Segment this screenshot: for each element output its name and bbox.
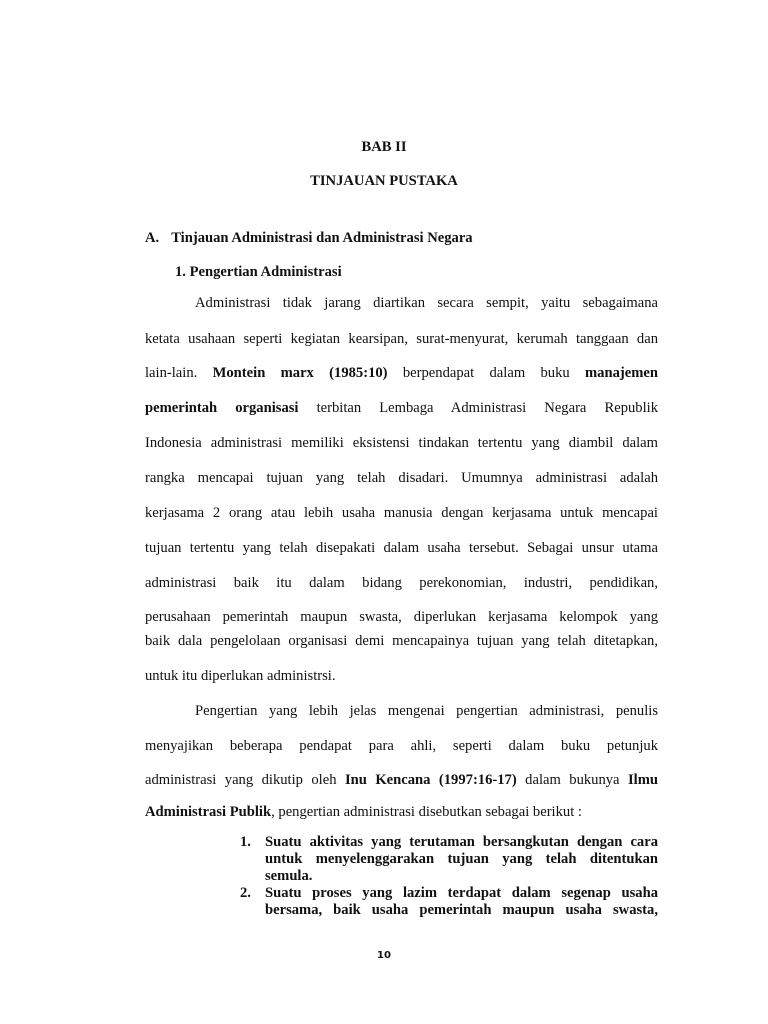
chapter-heading: BAB II [361,139,407,155]
list-number: 2. [240,885,251,901]
text: dalam bukunya [525,772,620,788]
text: berpendapat dalam buku [402,365,570,381]
book-title: Administrasi Publik [145,804,272,820]
text: administrasi yang dikutip oleh [145,772,337,788]
paragraph-line: perusahaan pemerintah maupun swasta, diperlukan kerjasama kelompok yang [145,609,658,625]
book-title: pemerintah organisasi [145,400,299,416]
paragraph-line: Pengertian yang lebih jelas mengenai pengertian administrasi, penulis [195,703,658,719]
paragraph-line [145,771,658,789]
paragraph-line: Administrasi tidak jarang diartikan secara sempit, yaitu sebagaimana [195,295,658,311]
paragraph-line: ketata usahaan seperti kegiatan kearsipan, surat-menyurat, kerumah tanggaan dan [145,331,658,347]
list-item: Suatu aktivitas yang terutaman bersangkutan dengan cara untuk menyelenggarakan tujuan yang telah ditentukan semula. [265,834,658,884]
paragraph-line [145,803,658,821]
page-number: 10 [377,950,391,961]
section-label: A. [145,230,160,246]
paragraph-line: menyajikan beberapa pendapat para ahli, seperti dalam buku petunjuk [145,738,658,754]
list-number: 1. [240,834,251,850]
paragraph-line: administrasi baik itu dalam bidang perekonomian, industri, pendidikan, [145,575,658,591]
paragraph-line: untuk itu diperlukan administrsi. [145,668,336,684]
subsection-label: 1. [175,264,186,280]
citation: Montein marx (1985:10) [212,365,388,381]
paragraph-line [145,399,658,417]
list-item: Suatu proses yang lazim terdapat dalam segenap usaha bersama, baik usaha pemerintah maupun usaha swasta, [265,885,658,918]
book-title: Ilmu [627,772,658,788]
paragraph-line: rangka mencapai tujuan yang telah disadari. Umumnya administrasi adalah [145,470,658,486]
book-title: manajemen [585,365,658,381]
paragraph-line: Indonesia administrasi memiliki eksistensi tindakan tertentu yang diambil dalam [145,435,658,451]
paragraph-line [145,364,658,382]
paragraph-line: tujuan tertentu yang telah disepakati dalam usaha tersebut. Sebagai unsur utama [145,540,658,556]
paragraph-line: baik dala pengelolaan organisasi demi mencapainya tujuan yang telah ditetapkan, [145,633,658,649]
section-heading [145,229,658,247]
section-title: Tinjauan Administrasi dan Administrasi Negara [171,230,473,246]
paragraph-line: kerjasama 2 orang atau lebih usaha manusia dengan kerjasama untuk mencapai [145,505,658,521]
chapter-title: TINJAUAN PUSTAKA [310,173,458,189]
text: terbitan Lembaga Administrasi Negara Republik [316,400,659,416]
text: , pengertian administrasi disebutkan sebagai berikut : [271,804,582,820]
citation: Inu Kencana (1997:16-17) [344,772,517,788]
text: lain-lain. [145,365,198,381]
subsection-title: Pengertian Administrasi [189,264,342,280]
subsection-heading [175,263,688,281]
